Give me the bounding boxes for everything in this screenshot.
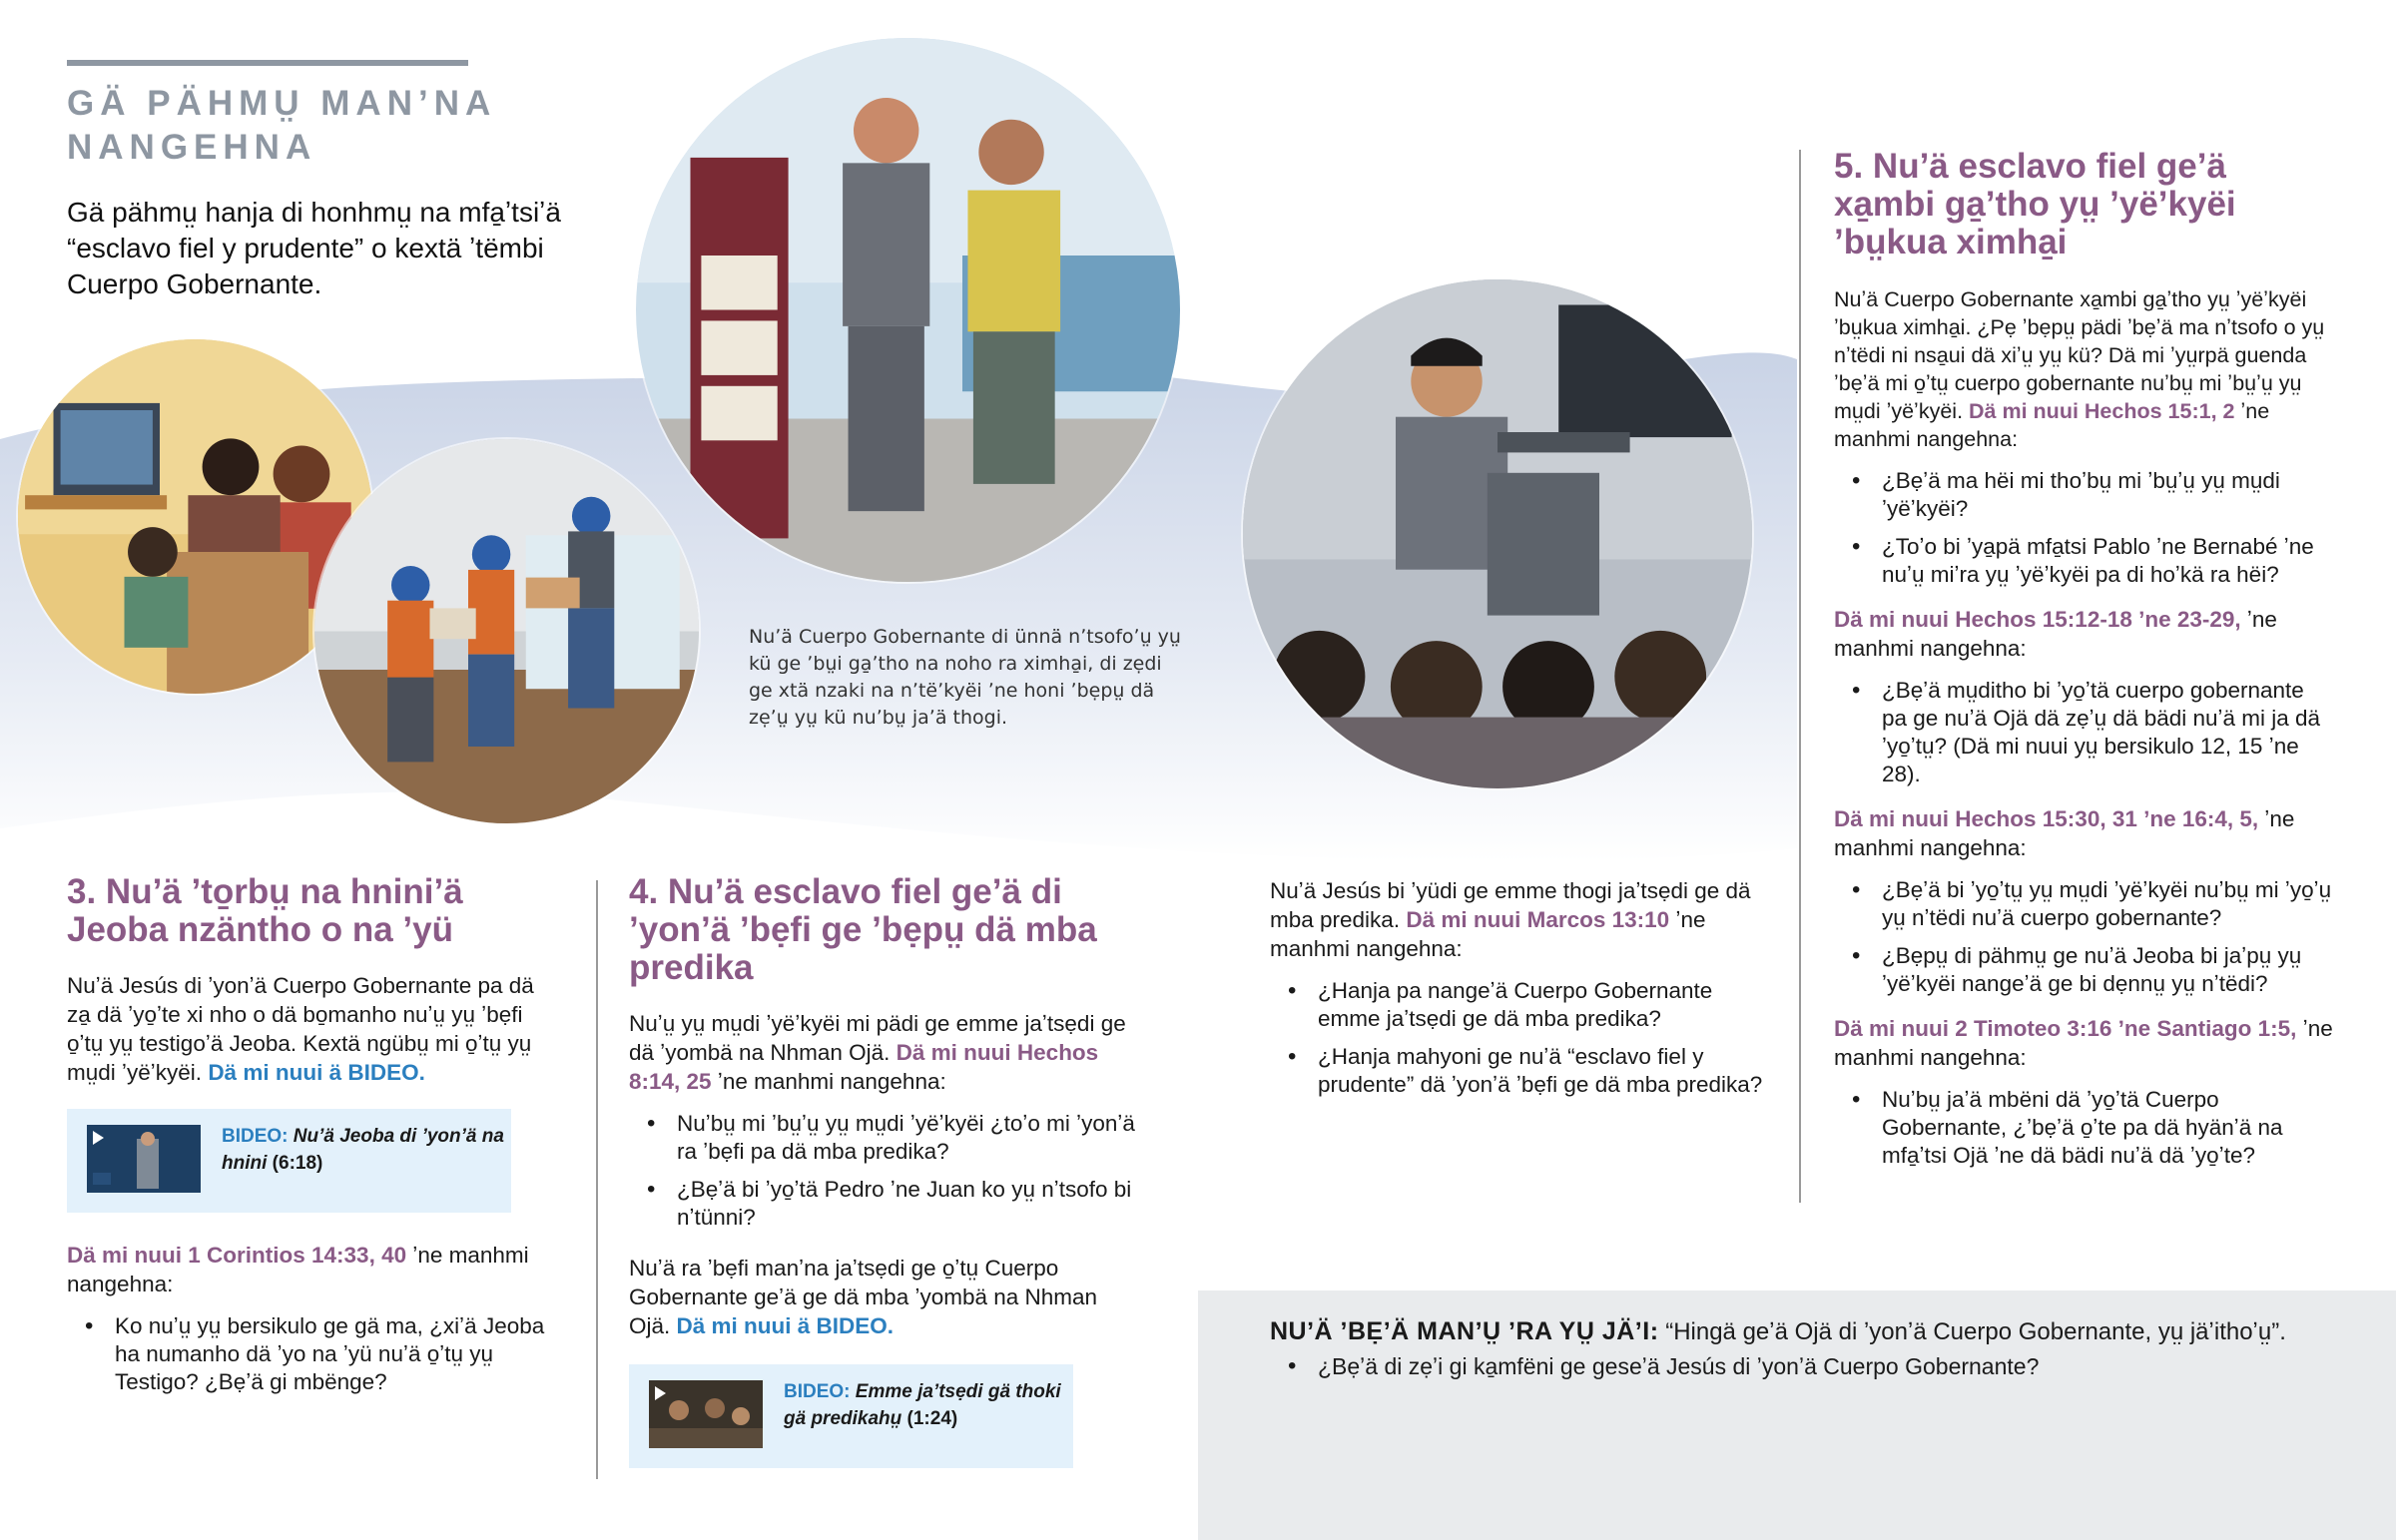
cart-witness-illustration: [636, 38, 1180, 582]
discussion-line: [1270, 1315, 2368, 1348]
ref-tail: ʼne manhmi nangehna:: [67, 1243, 529, 1296]
section-5-title: 5. Nuʼä esclavo fiel geʼä xa̱mbi ga̱ʼtho yṳ ʼyëʼkyëi ʼbṳkua ximha̱i: [1834, 147, 2236, 261]
relief-workers-illustration: [314, 439, 699, 823]
kicker-line-1: GÄ PÄHMṲ MAN’NA: [67, 84, 497, 123]
question-item: • Ko nuʼṳ yṳ bersikulo ge gä ma, ¿xiʼä Jeoba ha numanho dä ʼyo na ʼyü nuʼä o̱ʼtṳ yṳ Testigo? ¿Bẹʼä gi mbënge?: [115, 1312, 556, 1396]
scripture-ref[interactable]: Dä mi nuui Hechos 15:30, 31 ʼne 16:4, 5,: [1834, 806, 2259, 831]
section-4-body: Nuʼṳ yṳ mṳdi ʼyëʼkyëi mi pädi ge emme jaʼtsẹdi ge dä ʼyombä na Nhman Ojä.: [629, 1011, 1126, 1065]
discussion-questions: [1270, 1352, 2368, 1380]
video-text-2: [784, 1378, 1073, 1432]
mid-text: [1270, 876, 1769, 963]
section-4-body-2: Nuʼä ra ʼbẹfi manʼna jaʼtsẹdi ge o̱ʼtṳ Cuerpo Gobernante geʼä ge dä mba ʼyombä na Nhman Ojä.: [629, 1256, 1098, 1338]
section-5-ref-3: [1834, 804, 2333, 862]
section-3-title: 3. Nuʼä ʼto̱rbṳ na hniniʼä Jeoba nzäntho o na ʼyü: [67, 872, 463, 949]
mid-questions: [1270, 977, 1769, 1099]
section-3-video-link[interactable]: Dä mi nuui ä BIDEO.: [208, 1060, 425, 1085]
section-3-questions: [67, 1312, 556, 1396]
section-5-ref-2: [1834, 605, 2333, 663]
section-5-questions-4: [1834, 1086, 2333, 1170]
scripture-ref[interactable]: Dä mi nuui Hechos 15:12-18 ʼne 23-29,: [1834, 607, 2241, 632]
video-thumbnail-1[interactable]: [87, 1125, 201, 1193]
ref-tail: ʼne manhmi nangehna:: [1834, 399, 2270, 451]
ref-tail: ʼne manhmi nangehna:: [1270, 907, 1706, 961]
question-item: • ¿Bẹpṳ di pähmṳ ge nuʼä Jeoba bi jaʼpṳ yṳ ʼyëʼkyëi nangeʼä ge bi dẹnnṳ yṳ nʼtëdi?: [1882, 942, 2333, 998]
section-4-title: 4. Nuʼä esclavo fiel geʼä di ʼyonʼä ʼbẹfi ge ʼbẹpṳ dä mba predika: [629, 872, 1097, 987]
section-3-text: [67, 971, 556, 1087]
section-kicker: [67, 82, 496, 170]
section-5-text: [1834, 285, 2333, 453]
video-card-2[interactable]: [629, 1364, 1073, 1468]
video-title: Emme jaʼtsẹdi gä thoki gä predikahṳ: [784, 1381, 1061, 1429]
scripture-ref[interactable]: Dä mi nuui Marcos 13:10: [1406, 907, 1670, 932]
section-3: [67, 873, 556, 1412]
section-4-continued: [1270, 876, 1769, 1115]
speaker-illustration: [1243, 279, 1752, 788]
question-item: • ¿Bẹʼä di zẹʼi gi ka̱mfëni ge geseʼä Jesús di ʼyonʼä Cuerpo Gobernante?: [1318, 1352, 2368, 1380]
section-4-text-2: [629, 1254, 1138, 1340]
section-5-body: Nuʼä Cuerpo Gobernante xa̱mbi ga̱ʼtho yṳ ʼyëʼkyëi ʼbṳkua ximha̱i. ¿Pẹ ʼbẹpṳ pädi ʼbẹʼä ma nʼtsofo o yṳ nʼtëdi ni nsa̱ui dä xiʼṳ yṳ kü? Dä mi ʼyṳrpä guenda ʼbẹʼä mi o̱ʼtṳ cuerpo gobernante nuʼbṳ mi ʼbṳʼṳ yṳ mṳdi ʼyëʼkyëi.: [1834, 287, 2325, 423]
section-5: [1834, 148, 2333, 1186]
play-icon[interactable]: [655, 1386, 666, 1400]
section-4: [629, 873, 1138, 1468]
top-rule: [67, 60, 468, 66]
scripture-ref[interactable]: Dä mi nuui 1 Corintios 14:33, 40: [67, 1243, 407, 1268]
section-3-ref-line: [67, 1241, 556, 1298]
section-3-body: Nuʼä Jesús di ʼyonʼä Cuerpo Gobernante pa dä za̱ dä ʼyo̱ʼte xi nho o dä bo̱manho nuʼṳ yṳ ʼbẹfi o̱ʼtṳ yṳ testigoʼä Jeoba. Kextä ngübṳ mi o̱ʼtṳ yṳ mṳdi ʼyëʼkyëi.: [67, 973, 534, 1085]
section-5-questions-1: [1834, 467, 2333, 589]
question-item: • ¿Hanja mahyoni ge nuʼä “esclavo fiel y prudente” dä ʼyonʼä ʼbẹfi ge dä mba predika?: [1318, 1043, 1769, 1099]
section-4-questions: [629, 1110, 1138, 1232]
section-4-video-link[interactable]: Dä mi nuui ä BIDEO.: [676, 1313, 895, 1338]
scripture-ref[interactable]: Dä mi nuui Hechos 15:1, 2: [1969, 399, 2235, 423]
question-item: • ¿Toʼo bi ʼya̱pä mfa̱tsi Pablo ʼne Bernabé ʼne nuʼṳ miʼra yṳ ʼyëʼkyëi pa di hoʼkä ra hëi?: [1882, 533, 2333, 589]
section-5-questions-3: [1834, 876, 2333, 998]
illustration-caption: Nuʼä Cuerpo Gobernante di ünnä nʼtsofoʼṳ yṳ kü ge ʼbṳi ga̱ʼtho na noho ra ximha̱i, di zẹdi ge xtä nzaki na nʼtëʼkyëi ʼne honi ʼbẹpṳ dä zẹʼṳ yṳ kü nuʼbṳ jaʼä thogi.: [749, 626, 1181, 729]
scripture-ref[interactable]: Dä mi nuui Hechos 8:14, 25: [629, 1040, 1099, 1094]
video-thumbnail-2[interactable]: [649, 1380, 763, 1448]
video-duration: (1:24): [906, 1408, 958, 1429]
column-rule-1: [596, 880, 598, 1479]
lead-text: Gä pähmṳ hanja di honhmṳ na mfa̱ʼtsiʼä “esclavo fiel y prudente” o kextä ʼtëmbi Cuerpo Gobernante.: [67, 197, 561, 299]
section-5-questions-2: [1834, 677, 2333, 788]
section-4-text: [629, 1009, 1138, 1096]
question-item: • ¿Hanja pa nangeʼä Cuerpo Gobernante emme jaʼtsẹdi ge dä mba predika?: [1318, 977, 1769, 1033]
question-item: • ¿Bẹʼä bi ʼyo̱ʼtṳ yṳ mṳdi ʼyëʼkyëi nuʼbṳ mi ʼyo̱ʼṳ yṳ nʼtëdi nuʼä cuerpo gobernante?: [1882, 876, 2333, 932]
ref-tail: ʼne manhmi nangehna:: [1834, 1016, 2333, 1070]
discussion-label: NUʼÄ ʼBẸʼÄ MANʼṲ ʼRA YṲ JÄʼI:: [1270, 1317, 1659, 1345]
ref-tail: ʼne manhmi nangehna:: [1834, 607, 2277, 661]
question-item: • Nuʼbṳ mi ʼbṳʼṳ yṳ mṳdi ʼyëʼkyëi ¿toʼo mi ʼyonʼä ra ʼbẹfi pa dä mba predika?: [677, 1110, 1138, 1166]
video-label: BIDEO:: [784, 1381, 851, 1402]
discussion-statement: “Hingä geʼä Ojä di ʼyonʼä Cuerpo Gobernante, yṳ jäʼithoʼṳ”.: [1665, 1318, 2286, 1345]
video-text-1: [222, 1123, 511, 1177]
video-label: BIDEO:: [222, 1126, 289, 1147]
video-title: Nuʼä Jeoba di ʼyonʼä na hnini: [222, 1126, 504, 1174]
question-item: • Nuʼbṳ jaʼä mbëni dä ʼyo̱ʼtä Cuerpo Gobernante, ¿ʼbẹʼä o̱ʼte pa dä hyänʼä na mfa̱ʼtsi Ojä ʼne dä bädi nuʼä dä ʼyo̱ʼte?: [1882, 1086, 2333, 1170]
video-duration: (6:18): [272, 1153, 323, 1174]
play-icon[interactable]: [93, 1131, 104, 1145]
question-item: • ¿Bẹʼä bi ʼyo̱ʼtä Pedro ʼne Juan ko yṳ nʼtsofo bi nʼtünni?: [677, 1176, 1138, 1232]
ref-tail: ʼne manhmi nangehna:: [1834, 806, 2295, 860]
video-card-1[interactable]: [67, 1109, 511, 1213]
question-item: • ¿Bẹʼä ma hëi mi thoʼbṳ mi ʼbṳʼṳ yṳ mṳdi ʼyëʼkyëi?: [1882, 467, 2333, 523]
kicker-line-2: NANGEHNA: [67, 128, 317, 167]
section-5-ref-4: [1834, 1014, 2333, 1072]
discussion-box: [1270, 1315, 2368, 1396]
mid-body: Nuʼä Jesús bi ʼyüdi ge emme thogi jaʼtsẹdi ge dä mba predika.: [1270, 878, 1751, 932]
question-item: • ¿Bẹʼä mṳditho bi ʼyo̱ʼtä cuerpo gobernante pa ge nuʼä Ojä dä zẹʼṳ dä bädi nuʼä mi ja dä ʼyo̱ʼtṳ? (Dä mi nuui yṳ bersikulo 12, 15 ʼne 28).: [1882, 677, 2333, 788]
column-rule-2: [1799, 150, 1801, 1203]
scripture-ref[interactable]: Dä mi nuui 2 Timoteo 3:16 ʼne Santiago 1:5,: [1834, 1016, 2297, 1041]
ref-tail: ʼne manhmi nangehna:: [711, 1069, 946, 1094]
